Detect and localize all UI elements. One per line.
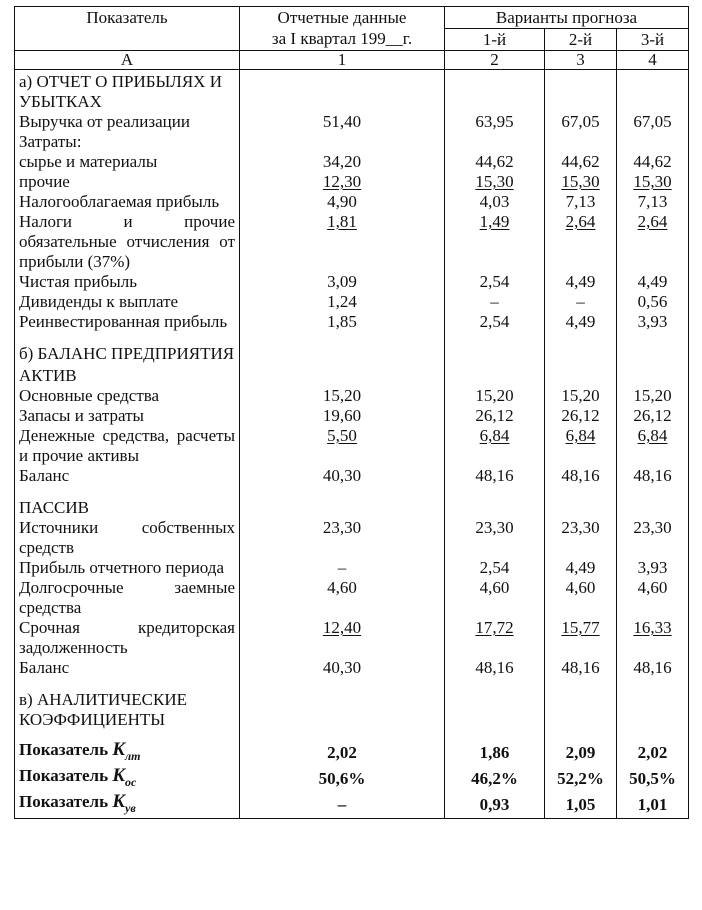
empty-cell <box>15 730 240 740</box>
empty-cell <box>445 342 545 364</box>
value-cell: 0,56 <box>617 292 689 312</box>
value-cell: 50,6% <box>240 766 445 792</box>
empty-cell <box>240 332 445 342</box>
table-row <box>15 132 689 152</box>
section-a-title <box>15 70 689 113</box>
value-cell: 7,13 <box>617 192 689 212</box>
empty-cell <box>545 496 617 518</box>
value-cell: 4,49 <box>545 272 617 292</box>
empty-cell <box>240 70 445 113</box>
table-row <box>15 386 689 406</box>
value-cell: 3,93 <box>617 558 689 578</box>
empty-cell <box>445 364 545 386</box>
value-cell: 1,85 <box>240 312 445 332</box>
value-cell: 2,54 <box>445 558 545 578</box>
row-label: Баланс <box>15 466 240 486</box>
coefficient-row <box>15 766 689 792</box>
assets-title <box>15 364 689 386</box>
coefficient-row <box>15 740 689 766</box>
spacer-row <box>15 678 689 688</box>
value-cell: 15,20 <box>240 386 445 406</box>
value-cell: 48,16 <box>617 466 689 486</box>
empty-cell <box>617 678 689 688</box>
value-cell: 4,60 <box>240 578 445 618</box>
coefficient-subscript: лт <box>125 749 141 763</box>
value-cell: 52,2% <box>545 766 617 792</box>
empty-cell <box>445 486 545 496</box>
row-label: Срочная кредиторская задолженность <box>15 618 240 658</box>
value-cell: 6,84 <box>445 426 545 466</box>
value-cell: 6,84 <box>617 426 689 466</box>
value-cell: 48,16 <box>445 466 545 486</box>
value-cell: 26,12 <box>545 406 617 426</box>
value-cell: 15,30 <box>617 172 689 192</box>
value-cell: 1,05 <box>545 792 617 819</box>
empty-cell <box>617 730 689 740</box>
header-forecast-variants: Варианты прогноза <box>445 7 689 29</box>
empty-cell <box>240 730 445 740</box>
section-c-title <box>15 688 689 730</box>
table-row <box>15 192 689 212</box>
empty-cell <box>445 730 545 740</box>
header-variant-2: 2-й <box>545 29 617 51</box>
value-cell: 23,30 <box>445 518 545 558</box>
section-title: в) АНАЛИТИЧЕСКИЕ КОЭФФИЦИЕНТЫ <box>15 688 240 730</box>
spacer-row <box>15 486 689 496</box>
financial-forecast-document <box>14 6 688 819</box>
table-row <box>15 272 689 292</box>
row-label: Основные средства <box>15 386 240 406</box>
table-row <box>15 112 689 132</box>
value-cell: 7,13 <box>545 192 617 212</box>
value-cell: 40,30 <box>240 466 445 486</box>
value-cell: 17,72 <box>445 618 545 658</box>
empty-cell <box>545 486 617 496</box>
row-label: прочие <box>15 172 240 192</box>
value-cell: 1,86 <box>445 740 545 766</box>
empty-cell <box>617 70 689 113</box>
row-label: Налоги и прочие обязательные отчисления от прибыли (37%) <box>15 212 240 272</box>
coefficient-row <box>15 792 689 819</box>
col-number: 4 <box>617 51 689 70</box>
empty-cell <box>545 364 617 386</box>
value-cell: 4,49 <box>617 272 689 292</box>
section-title: а) ОТЧЕТ О ПРИБЫЛЯХ И УБЫТКАХ <box>15 70 240 113</box>
empty-cell <box>240 688 445 730</box>
table-row <box>15 406 689 426</box>
value-cell <box>445 132 545 152</box>
empty-cell <box>617 688 689 730</box>
empty-cell <box>445 70 545 113</box>
value-cell: – <box>445 292 545 312</box>
empty-cell <box>240 678 445 688</box>
col-number: А <box>15 51 240 70</box>
empty-cell <box>545 70 617 113</box>
value-cell: 2,09 <box>545 740 617 766</box>
table-row <box>15 172 689 192</box>
col-number: 1 <box>240 51 445 70</box>
row-label: сырье и материалы <box>15 152 240 172</box>
value-cell: 48,16 <box>545 658 617 678</box>
empty-cell <box>617 342 689 364</box>
value-cell: 15,30 <box>445 172 545 192</box>
empty-cell <box>445 678 545 688</box>
value-cell: 15,20 <box>545 386 617 406</box>
value-cell: 4,49 <box>545 558 617 578</box>
coefficient-subscript: ос <box>125 775 137 789</box>
value-cell: 3,09 <box>240 272 445 292</box>
value-cell: 23,30 <box>617 518 689 558</box>
value-cell: 15,20 <box>445 386 545 406</box>
value-cell: 19,60 <box>240 406 445 426</box>
table-row <box>15 578 689 618</box>
col-number: 3 <box>545 51 617 70</box>
value-cell: 1,24 <box>240 292 445 312</box>
value-cell: 4,60 <box>445 578 545 618</box>
value-cell: 6,84 <box>545 426 617 466</box>
value-cell: 48,16 <box>617 658 689 678</box>
row-label: Реинвестированная прибыль <box>15 312 240 332</box>
header-reported-data: Отчетные данные за I квартал 199__г. <box>240 7 445 51</box>
coefficient-label: Показатель $K_{ос}$ <box>15 766 240 792</box>
value-cell: 67,05 <box>617 112 689 132</box>
value-cell: 4,60 <box>545 578 617 618</box>
empty-cell <box>240 342 445 364</box>
value-cell: 67,05 <box>545 112 617 132</box>
table-row <box>15 558 689 578</box>
value-cell: 4,60 <box>617 578 689 618</box>
value-cell: – <box>240 792 445 819</box>
coefficient-symbol: K <box>112 791 126 812</box>
value-cell: 48,16 <box>445 658 545 678</box>
empty-cell <box>545 730 617 740</box>
table-row <box>15 292 689 312</box>
coefficient-symbol: K <box>112 739 126 760</box>
forecast-table <box>14 6 689 819</box>
header-variant-1: 1-й <box>445 29 545 51</box>
value-cell: 1,01 <box>617 792 689 819</box>
empty-cell <box>15 332 240 342</box>
value-cell: 48,16 <box>545 466 617 486</box>
row-label: Прибыль отчетного периода <box>15 558 240 578</box>
header-indicator: Показатель <box>15 7 240 51</box>
value-cell: 4,03 <box>445 192 545 212</box>
value-cell: 23,30 <box>545 518 617 558</box>
value-cell: 23,30 <box>240 518 445 558</box>
value-cell: 26,12 <box>445 406 545 426</box>
row-label: Чистая прибыль <box>15 272 240 292</box>
empty-cell <box>240 496 445 518</box>
coefficient-label: Показатель $K_{лт}$ <box>15 740 240 766</box>
value-cell: 4,90 <box>240 192 445 212</box>
value-cell: 63,95 <box>445 112 545 132</box>
value-cell: 4,49 <box>545 312 617 332</box>
value-cell: 16,33 <box>617 618 689 658</box>
row-label: Выручка от реализации <box>15 112 240 132</box>
empty-cell <box>545 678 617 688</box>
coefficient-subscript: ув <box>125 801 136 815</box>
coefficient-label: Показатель $K_{ув}$ <box>15 792 240 819</box>
empty-cell <box>545 342 617 364</box>
empty-cell <box>240 486 445 496</box>
value-cell: 44,62 <box>445 152 545 172</box>
empty-cell <box>445 496 545 518</box>
row-label: Затраты: <box>15 132 240 152</box>
spacer-row <box>15 332 689 342</box>
empty-cell <box>617 332 689 342</box>
value-cell: 15,30 <box>545 172 617 192</box>
empty-cell <box>240 364 445 386</box>
value-cell: 1,81 <box>240 212 445 272</box>
coefficient-symbol: K <box>112 765 126 786</box>
row-label: Баланс <box>15 658 240 678</box>
row-label: Источники собственных средств <box>15 518 240 558</box>
value-cell: 0,93 <box>445 792 545 819</box>
value-cell: 5,50 <box>240 426 445 466</box>
liabilities-title <box>15 496 689 518</box>
value-cell: 15,20 <box>617 386 689 406</box>
empty-cell <box>445 332 545 342</box>
row-label: Долгосрочные заемные средства <box>15 578 240 618</box>
row-label: Денежные средства, расчеты и прочие активы <box>15 426 240 466</box>
value-cell: 2,64 <box>617 212 689 272</box>
value-cell: 51,40 <box>240 112 445 132</box>
value-cell: – <box>545 292 617 312</box>
section-title: ПАССИВ <box>15 496 240 518</box>
header-variant-3: 3-й <box>617 29 689 51</box>
row-label: Дивиденды к выплате <box>15 292 240 312</box>
row-label: Запасы и затраты <box>15 406 240 426</box>
empty-cell <box>15 678 240 688</box>
value-cell: – <box>240 558 445 578</box>
value-cell: 34,20 <box>240 152 445 172</box>
table-row <box>15 312 689 332</box>
value-cell: 1,49 <box>445 212 545 272</box>
table-row <box>15 658 689 678</box>
table-row <box>15 618 689 658</box>
table-row <box>15 466 689 486</box>
value-cell: 40,30 <box>240 658 445 678</box>
value-cell: 2,02 <box>240 740 445 766</box>
section-b-title <box>15 342 689 364</box>
empty-cell <box>617 496 689 518</box>
value-cell: 3,93 <box>617 312 689 332</box>
value-cell: 12,30 <box>240 172 445 192</box>
section-title: б) БАЛАНС ПРЕДПРИЯТИЯ <box>15 342 240 364</box>
value-cell: 2,64 <box>545 212 617 272</box>
value-cell: 50,5% <box>617 766 689 792</box>
table-row <box>15 152 689 172</box>
value-cell: 44,62 <box>545 152 617 172</box>
value-cell: 15,77 <box>545 618 617 658</box>
value-cell <box>617 132 689 152</box>
empty-cell <box>445 688 545 730</box>
empty-cell <box>545 688 617 730</box>
value-cell: 46,2% <box>445 766 545 792</box>
value-cell <box>545 132 617 152</box>
table-row <box>15 212 689 272</box>
empty-cell <box>15 486 240 496</box>
empty-cell <box>617 486 689 496</box>
empty-cell <box>617 364 689 386</box>
value-cell: 2,54 <box>445 272 545 292</box>
value-cell: 12,40 <box>240 618 445 658</box>
value-cell <box>240 132 445 152</box>
table-row <box>15 518 689 558</box>
col-number: 2 <box>445 51 545 70</box>
table-row <box>15 426 689 466</box>
value-cell: 26,12 <box>617 406 689 426</box>
value-cell: 2,02 <box>617 740 689 766</box>
value-cell: 2,54 <box>445 312 545 332</box>
row-label: Налогооблагаемая прибыль <box>15 192 240 212</box>
value-cell: 44,62 <box>617 152 689 172</box>
empty-cell <box>545 332 617 342</box>
section-title: АКТИВ <box>15 364 240 386</box>
